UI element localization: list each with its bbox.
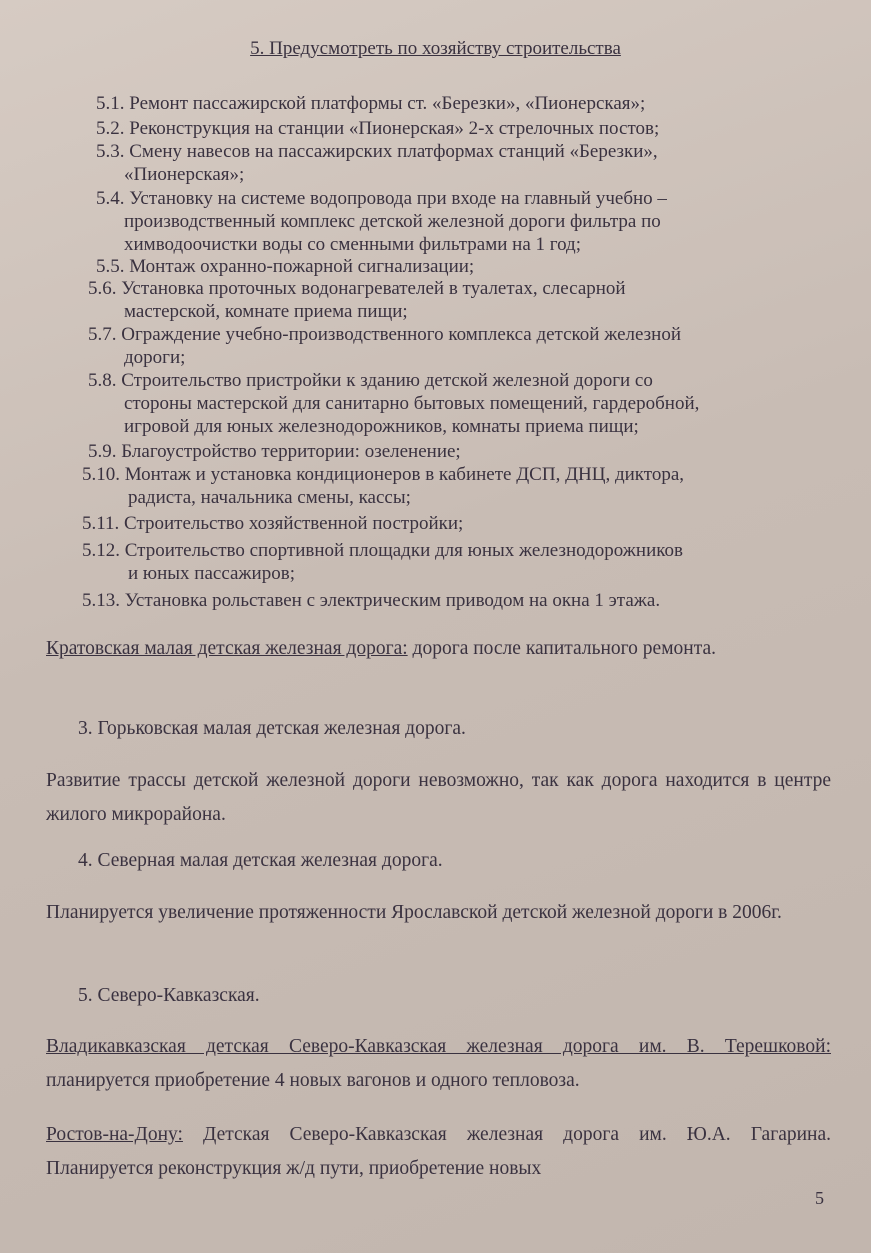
item-first-line xyxy=(82,539,842,562)
vladikavkaz-name: Владикавказская детская Северо-Кавказская железная дорога им. В. Терешковой: xyxy=(46,1036,831,1057)
item-first-line xyxy=(96,140,856,163)
section-heading: 5. Предусмотреть по хозяйству строительства xyxy=(250,38,621,59)
item-number: 5.4. xyxy=(96,188,125,209)
item-text: химводоочистки воды со сменными фильтрами на 1 год; xyxy=(124,234,581,255)
gorky-paragraph: Развитие трассы детской железной дороги невозможно, так как дорога находится в центре жилого микрорайона. xyxy=(46,770,831,825)
item-continuation-line xyxy=(124,210,871,233)
item-text: Строительство хозяйственной постройки; xyxy=(124,513,464,534)
item-continuation-line xyxy=(124,163,871,186)
item-first-line xyxy=(82,589,842,612)
north-paragraph: Планируется увеличение протяженности Ярославской детской железной дороги в 2006г. xyxy=(46,902,782,923)
item-text: и юных пассажиров; xyxy=(128,563,295,584)
item-first-line xyxy=(96,255,856,278)
section-5-title: 5. Северо-Кавказская. xyxy=(78,985,260,1006)
item-text: Ограждение учебно-производственного комплекса детской железной xyxy=(121,324,681,345)
item-first-line xyxy=(82,463,842,486)
item-first-line xyxy=(96,117,856,140)
item-number: 5.10. xyxy=(82,464,120,485)
item-text: дороги; xyxy=(124,347,186,368)
rostov-name: Ростов-на-Дону: xyxy=(46,1124,183,1145)
item-continuation-line xyxy=(124,415,871,438)
kratovo-text: дорога после капитального ремонта. xyxy=(407,638,717,659)
item-first-line xyxy=(88,440,848,463)
section-3-title: 3. Горьковская малая детская железная дорога. xyxy=(78,718,466,739)
kratovo-name: Кратовская малая детская железная дорога: xyxy=(46,638,408,659)
item-text: Смену навесов на пассажирских платформах станций «Березки», xyxy=(129,141,658,162)
item-first-line xyxy=(88,323,848,346)
item-number: 5.5. xyxy=(96,256,125,277)
item-first-line xyxy=(82,512,842,535)
item-text: радиста, начальника смены, кассы; xyxy=(128,487,411,508)
kratovo-paragraph xyxy=(46,632,831,666)
item-text: игровой для юных железнодорожников, комнаты приема пищи; xyxy=(124,416,639,437)
rostov-paragraph xyxy=(46,1118,831,1186)
item-continuation-line xyxy=(124,300,871,323)
item-text: Благоустройство территории: озеленение; xyxy=(121,441,461,462)
item-text: Строительство спортивной площадки для юных железнодорожников xyxy=(124,540,683,561)
item-text: Строительство пристройки к зданию детской железной дороги со xyxy=(121,370,653,391)
item-text: Ремонт пассажирской платформы ст. «Березки», «Пионерская»; xyxy=(129,93,646,114)
item-number: 5.2. xyxy=(96,118,125,139)
item-text: производственный комплекс детской железной дороги фильтра по xyxy=(124,211,661,232)
vladikavkaz-paragraph xyxy=(46,1030,831,1098)
item-text: «Пионерская»; xyxy=(124,164,245,185)
item-first-line xyxy=(88,277,848,300)
item-number: 5.8. xyxy=(88,370,117,391)
item-number: 5.9. xyxy=(88,441,117,462)
vladikavkaz-text: планируется приобретение 4 новых вагонов и одного тепловоза. xyxy=(46,1070,580,1091)
item-continuation-line xyxy=(124,233,871,256)
item-first-line xyxy=(88,369,848,392)
item-number: 5.13. xyxy=(82,590,120,611)
item-number: 5.11. xyxy=(82,513,120,534)
item-text: стороны мастерской для санитарно бытовых помещений, гардеробной, xyxy=(124,393,700,414)
item-text: Установка проточных водонагревателей в туалетах, слесарной xyxy=(121,278,626,299)
item-text: Установка рольставен с электрическим приводом на окна 1 этажа. xyxy=(124,590,661,611)
rostov-text: Детская Северо-Кавказская железная дорога им. Ю.А. Гагарина. Планируется реконструкция ж/д пути, приобретение новых xyxy=(46,1124,831,1179)
item-continuation-line xyxy=(124,392,871,415)
item-text: Монтаж и установка кондиционеров в кабинете ДСП, ДНЦ, диктора, xyxy=(124,464,685,485)
item-continuation-line xyxy=(128,486,871,509)
item-text: мастерской, комнате приема пищи; xyxy=(124,301,408,322)
item-number: 5.12. xyxy=(82,540,120,561)
item-continuation-line xyxy=(124,346,871,369)
item-number: 5.7. xyxy=(88,324,117,345)
item-number: 5.1. xyxy=(96,93,125,114)
item-continuation-line xyxy=(128,562,871,585)
item-text: Реконструкция на станции «Пионерская» 2-х стрелочных постов; xyxy=(129,118,660,139)
section-4-title: 4. Северная малая детская железная дорога. xyxy=(78,850,443,871)
item-text: Установку на системе водопровода при входе на главный учебно – xyxy=(129,188,667,209)
page-number: 5 xyxy=(815,1188,824,1208)
item-number: 5.6. xyxy=(88,278,117,299)
item-first-line xyxy=(96,92,856,115)
item-text: Монтаж охранно-пожарной сигнализации; xyxy=(129,256,475,277)
item-first-line xyxy=(96,187,856,210)
item-number: 5.3. xyxy=(96,141,125,162)
